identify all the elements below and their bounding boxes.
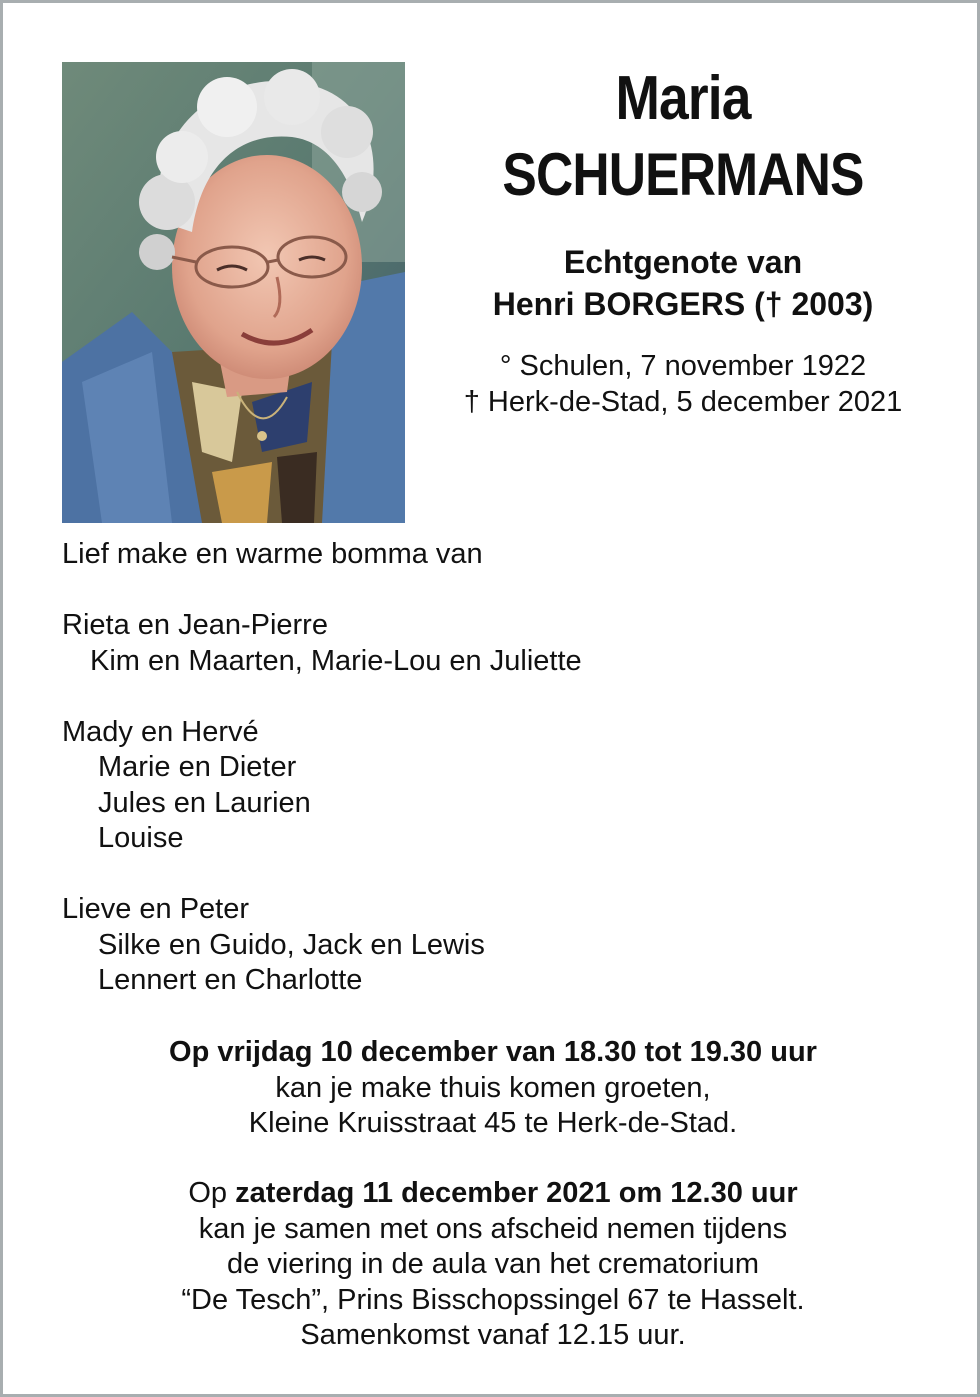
visitation-address: Kleine Kruisstraat 45 te Herk-de-Stad. [248, 1107, 738, 1139]
visitation-block [3, 1035, 980, 1142]
family-intro: Lief make en warme bomma van [62, 538, 483, 570]
header-block [423, 63, 943, 420]
portrait-photo [62, 62, 405, 523]
birth-date: ° Schulen, 7 november 1922 [499, 350, 867, 382]
farewell-prefix: Op [188, 1177, 236, 1209]
death-date: † Herk-de-Stad, 5 december 2021 [463, 386, 903, 418]
family-group-child: Lennert en Charlotte [98, 964, 363, 996]
life-dates [423, 348, 943, 420]
farewell-datetime: zaterdag 11 december 2021 om 12.30 uur [235, 1177, 798, 1209]
family-group-parents: Rieta en Jean-Pierre [62, 609, 328, 641]
last-name: SCHUERMANS [502, 141, 864, 208]
spouse-line-1: Echtgenote van [563, 244, 803, 280]
farewell-location: “De Tesch”, Prins Bisschopssingel 67 te Hasselt. [181, 1283, 805, 1316]
family-group-child: Jules en Laurien [98, 786, 311, 819]
family-group-child: Kim en Maarten, Marie-Lou en Juliette [90, 644, 582, 677]
family-list [62, 537, 582, 999]
first-name: Maria [615, 64, 751, 133]
farewell-block [3, 1176, 980, 1354]
portrait-illustration [62, 62, 405, 523]
farewell-gathering: Samenkomst vanaf 12.15 uur. [300, 1319, 686, 1351]
spouse-line-2: Henri BORGERS († 2003) [492, 286, 874, 322]
family-group-child: Marie en Dieter [98, 751, 297, 783]
spouse-info [423, 241, 943, 325]
visitation-line-2: kan je make thuis komen groeten, [275, 1071, 711, 1104]
farewell-line-3: de viering in de aula van het crematorium [227, 1248, 759, 1280]
farewell-line-2: kan je samen met ons afscheid nemen tijdens [198, 1212, 788, 1245]
visitation-datetime: Op vrijdag 10 december van 18.30 tot 19.30 uur [169, 1036, 817, 1068]
family-group-child: Louise [98, 822, 184, 854]
family-group-child: Silke en Guido, Jack en Lewis [98, 928, 485, 961]
family-group-parents: Mady en Hervé [62, 715, 259, 748]
family-group-parents: Lieve en Peter [62, 893, 250, 925]
